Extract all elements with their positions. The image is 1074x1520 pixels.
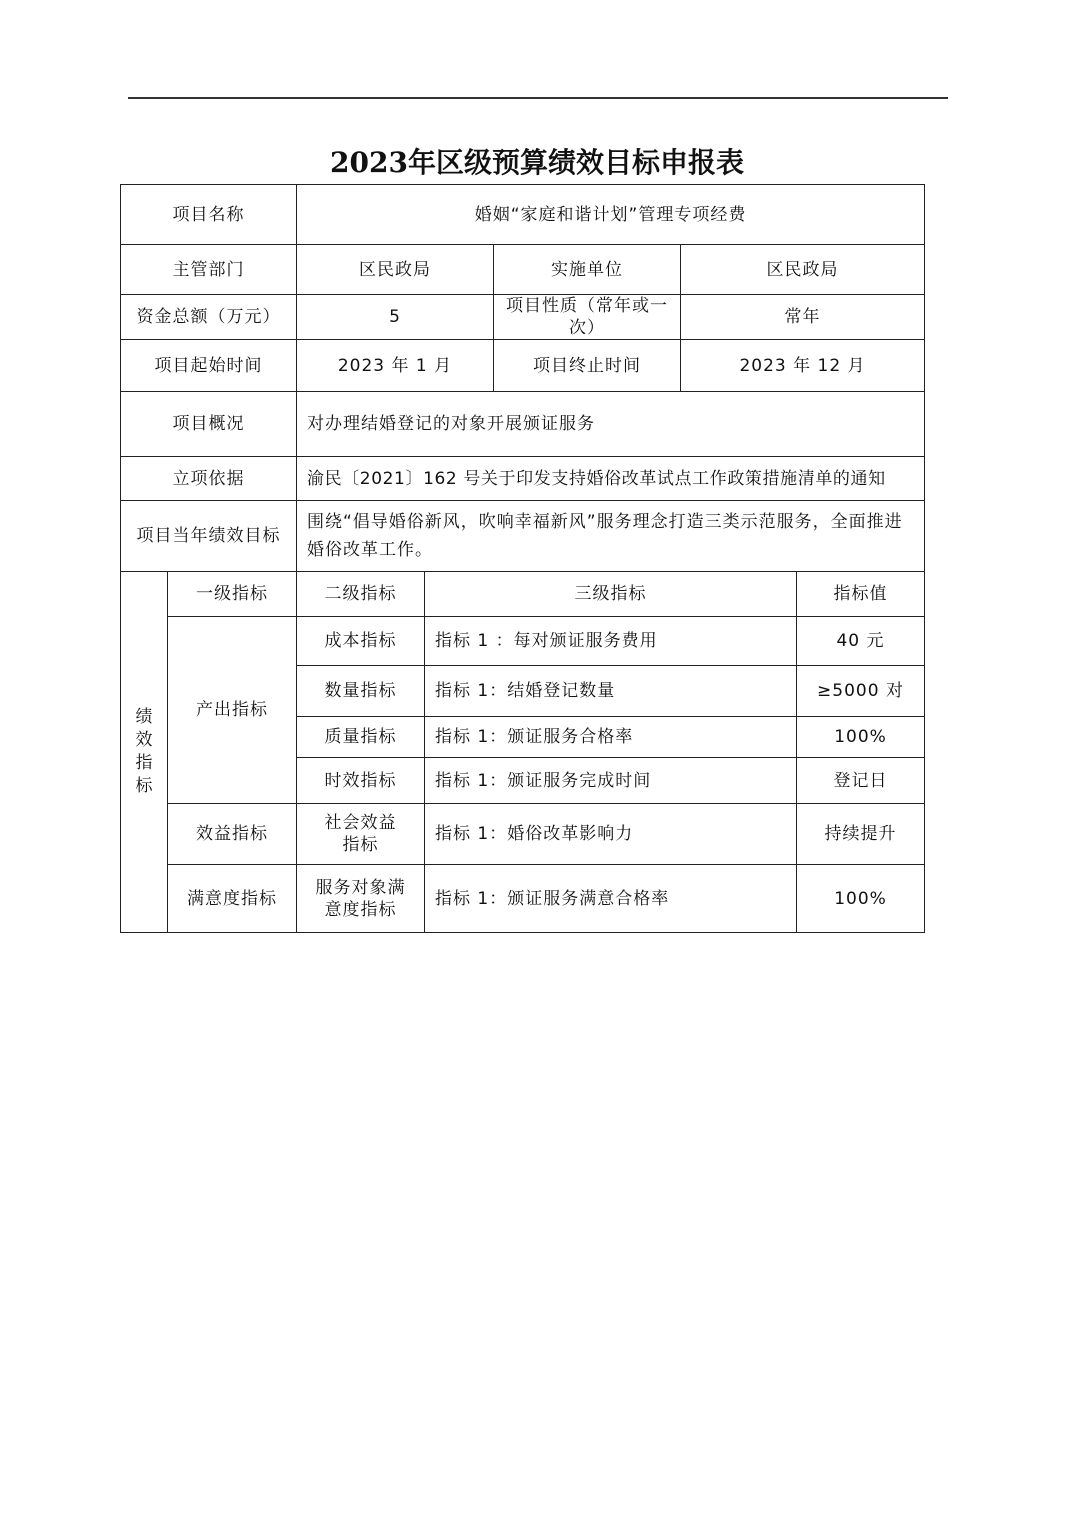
row-basis [121, 457, 925, 501]
value-social-benefit: 持续提升 [797, 804, 925, 865]
goal-value: 围绕“倡导婚俗新风，吹响幸福新风”服务理念打造三类示范服务，全面推进婚俗改革工作。 [297, 501, 925, 572]
level2-quantity: 数量指标 [297, 666, 425, 717]
fund-label: 资金总额（万元） [121, 295, 297, 340]
row-project-name [121, 185, 925, 245]
overview-value: 对办理结婚登记的对象开展颁证服务 [297, 392, 925, 457]
start-value: 2023 年 1 月 [297, 340, 494, 392]
nature-label: 项目性质（常年或一次） [494, 295, 681, 340]
project-name-label: 项目名称 [121, 185, 297, 245]
benefit-indicator-label: 效益指标 [168, 804, 297, 865]
project-name-value: 婚姻“家庭和谐计划”管理专项经费 [297, 185, 925, 245]
page-title: 2023年区级预算绩效目标申报表 [330, 146, 744, 179]
level3-social-benefit: 指标 1：婚俗改革影响力 [425, 804, 797, 865]
level3-satisfaction: 指标 1：颁证服务满意合格率 [425, 865, 797, 933]
indicator-section-label: 绩效指标 [121, 572, 168, 933]
level2-cost: 成本指标 [297, 617, 425, 666]
header-level2: 二级指标 [297, 572, 425, 617]
goal-label: 项目当年绩效目标 [121, 501, 297, 572]
budget-performance-table [120, 184, 925, 933]
header-level3: 三级指标 [425, 572, 797, 617]
output-indicator-label: 产出指标 [168, 617, 297, 804]
end-value: 2023 年 12 月 [681, 340, 925, 392]
level3-quality: 指标 1：颁证服务合格率 [425, 717, 797, 758]
value-cost: 40 元 [797, 617, 925, 666]
level2-quality: 质量指标 [297, 717, 425, 758]
value-quantity: ≥5000 对 [797, 666, 925, 717]
start-label: 项目起始时间 [121, 340, 297, 392]
overview-label: 项目概况 [121, 392, 297, 457]
level3-quantity: 指标 1：结婚登记数量 [425, 666, 797, 717]
satisfaction-indicator-label: 满意度指标 [168, 865, 297, 933]
value-satisfaction: 100% [797, 865, 925, 933]
row-indicator-header [121, 572, 925, 617]
row-period [121, 340, 925, 392]
value-quality: 100% [797, 717, 925, 758]
fund-value: 5 [297, 295, 494, 340]
impl-unit-value: 区民政局 [681, 245, 925, 295]
impl-unit-label: 实施单位 [494, 245, 681, 295]
level2-timeliness: 时效指标 [297, 758, 425, 804]
level2-satisfaction: 服务对象满意度指标 [297, 865, 425, 933]
end-label: 项目终止时间 [494, 340, 681, 392]
level3-cost: 指标 1 ：每对颁证服务费用 [425, 617, 797, 666]
indicator-row [121, 865, 925, 933]
level3-timeliness: 指标 1：颁证服务完成时间 [425, 758, 797, 804]
row-fund [121, 295, 925, 340]
header-value: 指标值 [797, 572, 925, 617]
dept-value: 区民政局 [297, 245, 494, 295]
indicator-row [121, 617, 925, 666]
row-overview [121, 392, 925, 457]
level2-social-benefit: 社会效益指标 [297, 804, 425, 865]
basis-label: 立项依据 [121, 457, 297, 501]
basis-value: 渝民〔2021〕162 号关于印发支持婚俗改革试点工作政策措施清单的通知 [297, 457, 925, 501]
indicator-row [121, 804, 925, 865]
header-rule [128, 97, 948, 99]
nature-value: 常年 [681, 295, 925, 340]
row-department [121, 245, 925, 295]
value-timeliness: 登记日 [797, 758, 925, 804]
header-level1: 一级指标 [168, 572, 297, 617]
row-goal [121, 501, 925, 572]
dept-label: 主管部门 [121, 245, 297, 295]
